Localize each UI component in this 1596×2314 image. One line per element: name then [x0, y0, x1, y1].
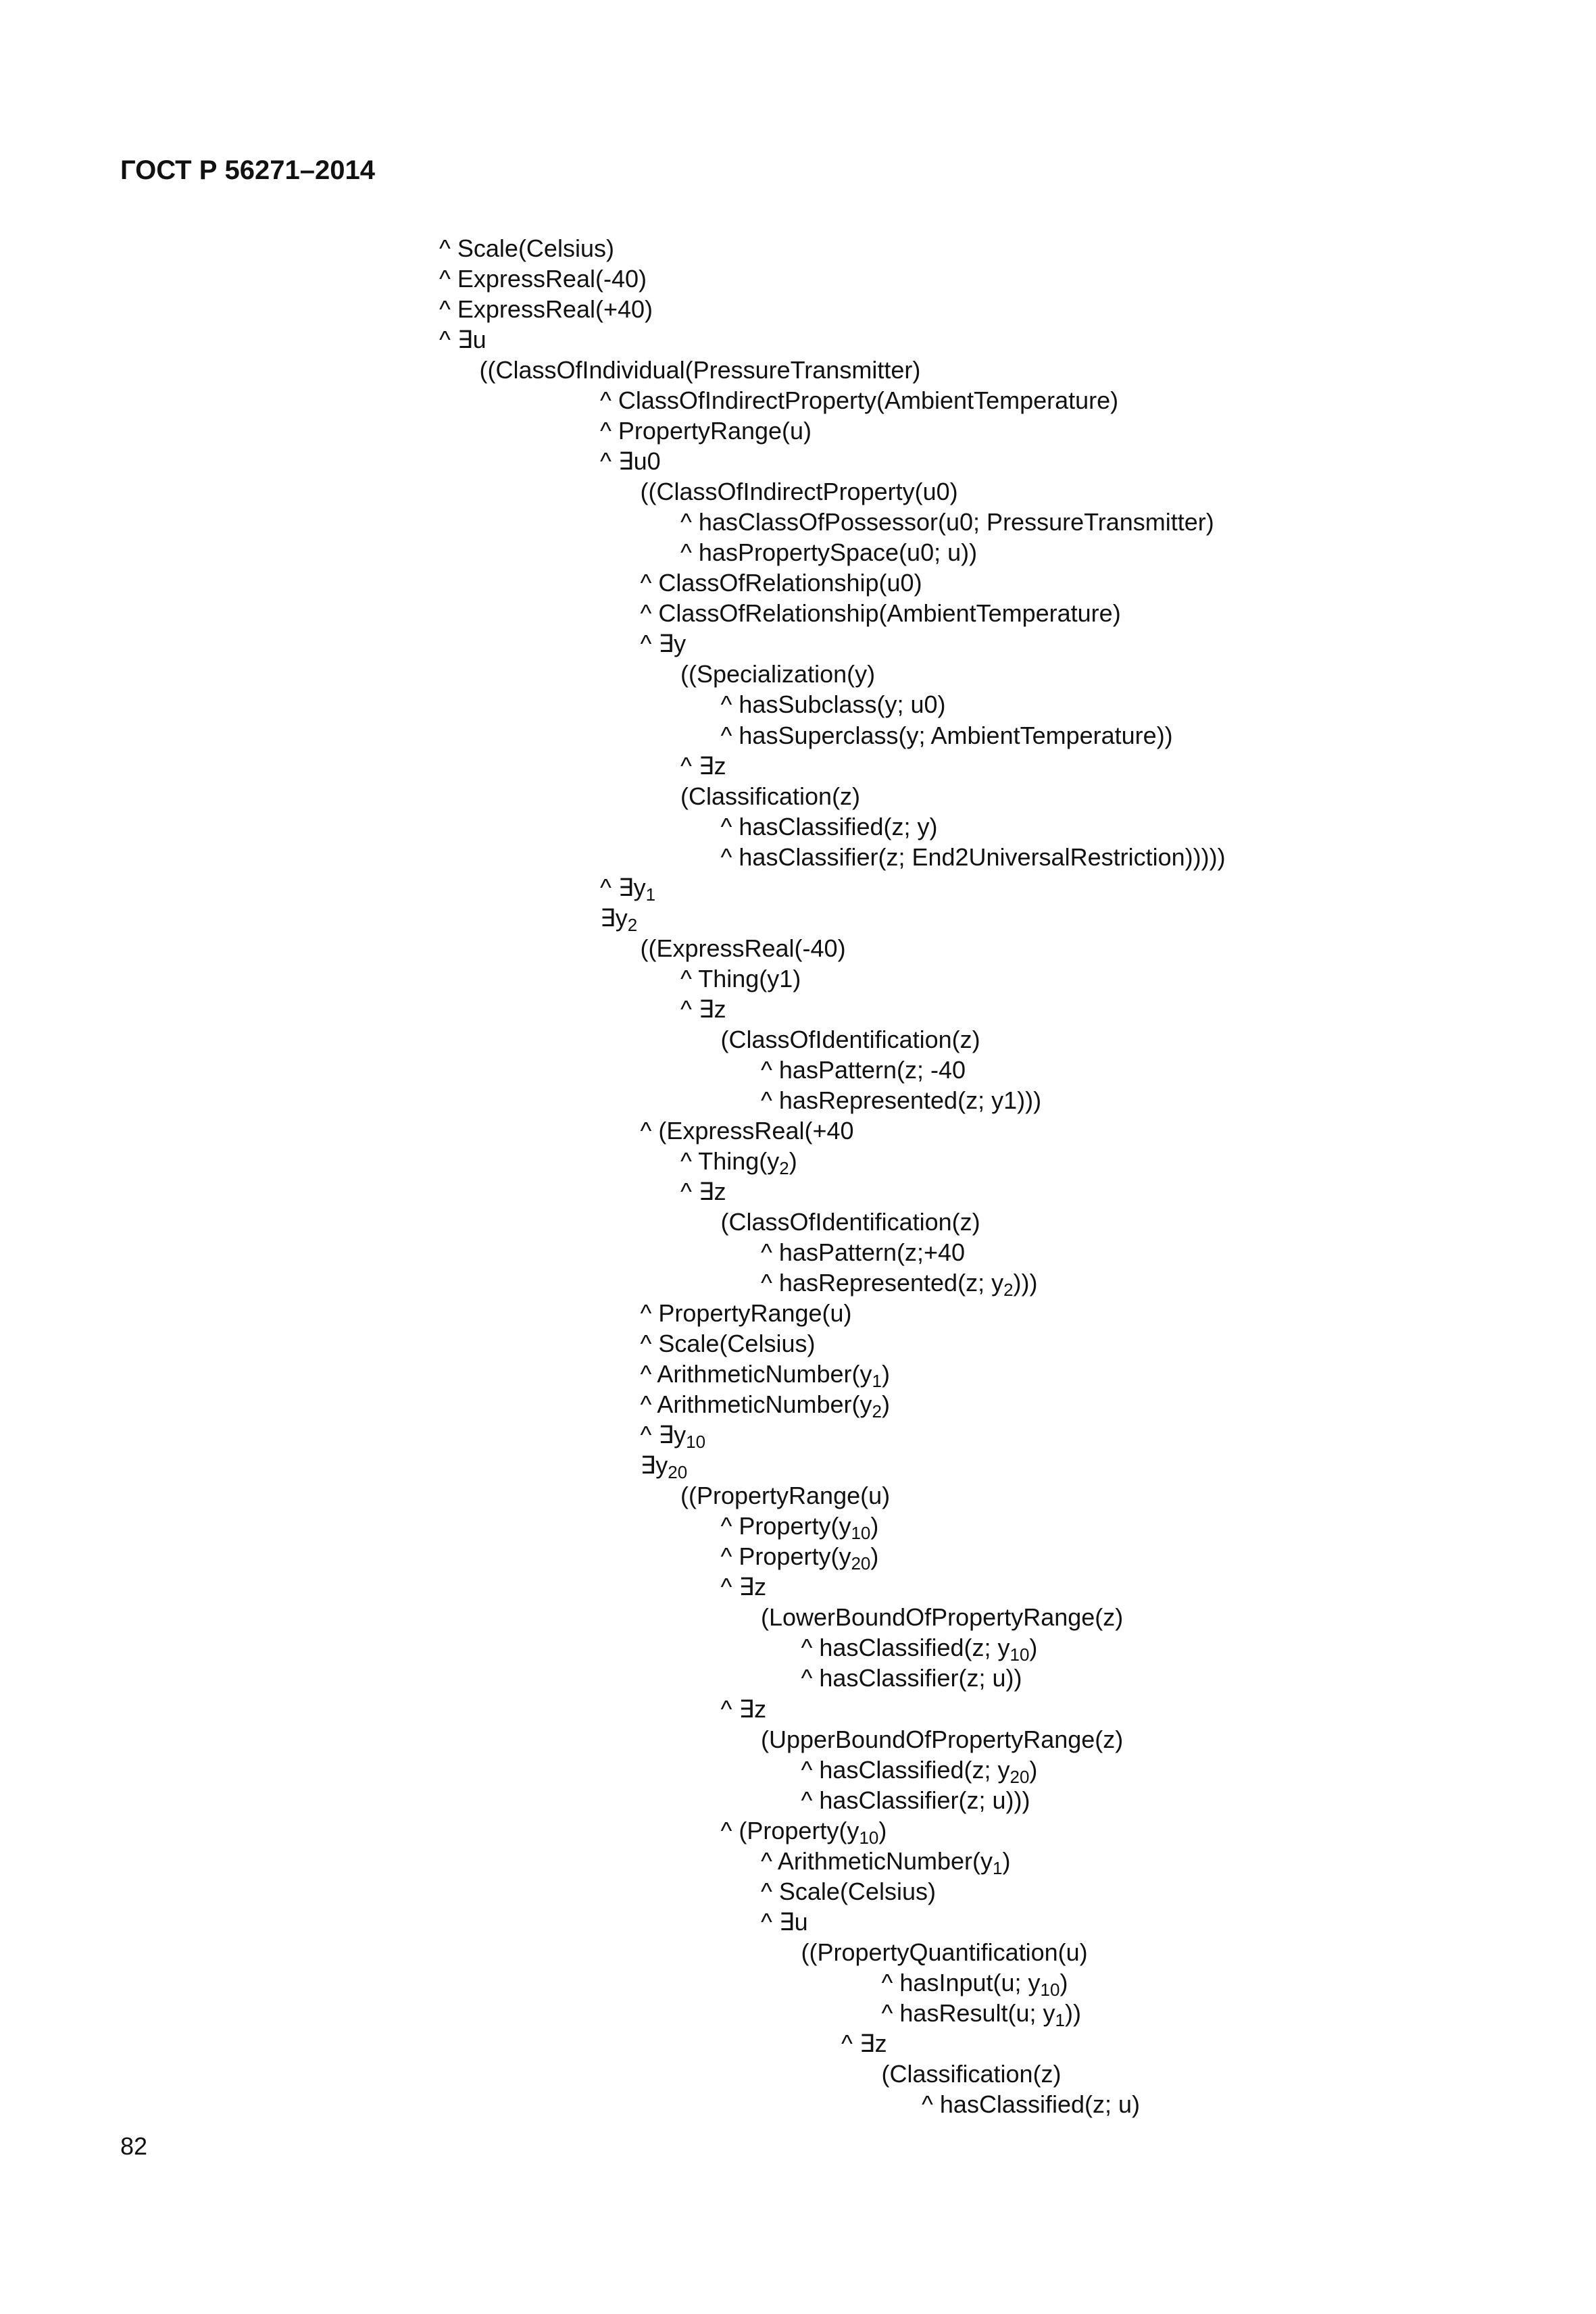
formula-line: [0, 781, 1596, 811]
formula-text-segment: ^ ExpressReal(-40): [439, 265, 647, 293]
formula-text-segment: ): [878, 1816, 887, 1844]
formula-line-text: [761, 1055, 966, 1085]
formula-subscript: 20: [851, 1553, 871, 1574]
formula-line: [0, 1663, 1596, 1693]
formula-text-segment: ^ Scale(Celsius): [640, 1330, 816, 1358]
formula-line: [0, 1024, 1596, 1055]
formula-line-text: [761, 1267, 1038, 1301]
formula-line-text: [680, 537, 977, 568]
formula-line: [0, 1480, 1596, 1511]
formula-line: [0, 1267, 1596, 1301]
formula-text-segment: ))): [1013, 1269, 1038, 1297]
formula-line: [0, 1176, 1596, 1207]
formula-text-segment: ^ hasSuperclass(y; AmbientTemperature)): [720, 721, 1173, 749]
formula-line-text: [680, 751, 726, 781]
formula-subscript: 20: [668, 1462, 688, 1483]
formula-text-segment: ^ hasInput(u; y: [881, 1968, 1041, 1996]
formula-text-segment: ^ ∃z: [720, 1573, 767, 1601]
formula-text-segment: ^ ArithmeticNumber(y: [640, 1390, 872, 1419]
formula-line: [0, 659, 1596, 689]
formula-line-text: [801, 1663, 1022, 1693]
formula-line-text: [680, 1480, 890, 1511]
formula-text-segment: ^ hasPattern(z; -40: [761, 1055, 966, 1084]
formula-line: [0, 385, 1596, 416]
formula-line: [0, 355, 1596, 385]
formula-line: [0, 1907, 1596, 1937]
formula-line-text: [680, 781, 860, 811]
formula-line-text: [680, 659, 875, 689]
formula-line: [0, 2028, 1596, 2059]
formula-line: [0, 233, 1596, 263]
formula-line-text: [680, 1146, 797, 1176]
formula-line: [0, 1115, 1596, 1146]
formula-line: [0, 994, 1596, 1024]
formula-text-segment: ^ PropertyRange(u): [600, 417, 812, 445]
formula-text-segment: ^ Property(y: [720, 1512, 851, 1540]
formula-text-segment: (LowerBoundOfPropertyRange(z): [761, 1603, 1124, 1632]
formula-subscript: 2: [627, 914, 638, 935]
formula-text-segment: ^ ClassOfRelationship(u0): [640, 569, 922, 597]
formula-text-segment: ^ ∃y: [600, 873, 646, 901]
formula-line-text: [641, 1328, 816, 1359]
formula-text-segment: ^ ∃y: [640, 1421, 687, 1449]
formula-line: [0, 294, 1596, 324]
formula-subscript: 1: [992, 1857, 1003, 1878]
formula-line: [0, 903, 1596, 933]
formula-line-text: [439, 263, 647, 294]
formula-text-segment: ): [1059, 1968, 1068, 1996]
formula-line-text: [600, 446, 661, 476]
formula-text-segment: ^ ∃y: [640, 630, 687, 658]
formula-text-segment: ^ hasClassifier(z; u)): [801, 1664, 1022, 1692]
formula-line: [0, 1724, 1596, 1755]
formula-text-segment: ^ Scale(Celsius): [439, 234, 614, 262]
formula-line-text: [721, 689, 946, 720]
formula-line-text: [721, 811, 938, 842]
formula-line: [0, 689, 1596, 720]
formula-text-segment: ^ hasClassified(z; y: [801, 1634, 1010, 1662]
formula-subscript: 10: [851, 1523, 871, 1544]
formula-line: [0, 1359, 1596, 1392]
formula-line-text: [801, 1632, 1038, 1663]
formula-text-segment: ^ ∃z: [680, 751, 726, 780]
formula-text-segment: ): [881, 1360, 890, 1388]
formula-line-text: [680, 994, 726, 1024]
formula-line-text: [680, 963, 801, 994]
formula-line-text: [720, 1541, 879, 1574]
formula-line-text: [640, 1389, 890, 1422]
formula-line-text: [439, 324, 487, 355]
formula-line-text: [761, 1085, 1041, 1115]
formula-line: [0, 872, 1596, 903]
formula-text-segment: (Classification(z): [680, 782, 861, 810]
formula-line: [0, 1207, 1596, 1237]
formula-text-segment: ^ ClassOfRelationship(AmbientTemperature): [640, 599, 1121, 628]
formula-line-text: [721, 720, 1173, 751]
formula-text-segment: ^ ∃u0: [600, 447, 661, 476]
formula-line: [0, 1419, 1596, 1453]
formula-line: [0, 628, 1596, 659]
formula-subscript: 2: [1003, 1280, 1014, 1301]
formula-line: [0, 1450, 1596, 1483]
formula-line-text: [641, 476, 958, 507]
formula-text-segment: ^ hasPropertySpace(u0; u)): [680, 538, 978, 567]
formula-line: [0, 1602, 1596, 1632]
formula-text-segment: ): [881, 1390, 890, 1419]
formula-subscript: 1: [872, 1371, 882, 1392]
formula-text-segment: ^ hasClassifier(z; End2UniversalRestriction))))): [720, 842, 1226, 871]
formula-subscript: 10: [686, 1432, 706, 1453]
formula-text-segment: ^ hasSubclass(y; u0): [720, 690, 946, 719]
formula-line-text: [439, 233, 614, 263]
formula-line-text: [680, 507, 1214, 537]
formula-text-segment: ): [1029, 1634, 1038, 1662]
formula-text-segment: ^ ∃z: [680, 995, 726, 1023]
formula-line-text: [801, 1785, 1030, 1815]
formula-line: [0, 568, 1596, 598]
formula-line: [0, 933, 1596, 963]
formula-line: [0, 842, 1596, 872]
formula-line-text: [721, 1694, 767, 1724]
formula-line: [0, 1876, 1596, 1907]
formula-line: [0, 1937, 1596, 1967]
formula-text-segment: ^ ClassOfIndirectProperty(AmbientTemperature): [600, 386, 1119, 415]
formula-line: [0, 1632, 1596, 1663]
formula-text-segment: ): [870, 1512, 879, 1540]
formula-line: [0, 2089, 1596, 2119]
formula-line-text: [641, 1298, 852, 1328]
formula-line: [0, 1846, 1596, 1876]
formula-line-text: [640, 1359, 890, 1392]
formula-line: [0, 1785, 1596, 1815]
formula-line: [0, 1055, 1596, 1085]
formula-subscript: 1: [645, 884, 656, 905]
formula-line: [0, 537, 1596, 568]
formula-text-segment: ^ hasClassified(z; y: [801, 1755, 1010, 1784]
formula-line: [0, 1146, 1596, 1176]
formula-text-segment: (Classification(z): [881, 2059, 1062, 2088]
formula-text-segment: ^ ArithmeticNumber(y: [761, 1846, 993, 1875]
formula-text-segment: ^ hasClassOfPossessor(u0; PressureTransmitter): [680, 508, 1214, 536]
formula-text-segment: ^ hasRepresented(z; y1))): [761, 1086, 1042, 1114]
formula-line-text: [600, 872, 655, 903]
formula-line-text: [641, 628, 687, 659]
formula-line: [0, 1085, 1596, 1115]
formula-line-text: [641, 598, 1121, 628]
formula-text-segment: ^ Scale(Celsius): [761, 1877, 936, 1905]
formula-line-text: [640, 1450, 688, 1483]
formula-subscript: 2: [872, 1401, 882, 1422]
formula-text-segment: ∃y: [640, 1451, 668, 1480]
formula-line-text: [721, 1207, 980, 1237]
formula-text-segment: ^ ArithmeticNumber(y: [640, 1360, 872, 1388]
formula-text-segment: (UpperBoundOfPropertyRange(z): [761, 1725, 1124, 1753]
formula-line-text: [600, 903, 637, 933]
formula-text-segment: ^ ∃u: [439, 326, 487, 354]
formula-text-segment: ^ (ExpressReal(+40: [640, 1116, 854, 1145]
formula-line: [0, 416, 1596, 446]
formula-line-text: [721, 842, 1226, 872]
formula-text-segment: ((ExpressReal(-40): [640, 934, 846, 962]
formula-text-segment: )): [1064, 1998, 1081, 2027]
formula-text-segment: ^ ∃u: [761, 1907, 808, 1936]
formula-line: [0, 1998, 1596, 2028]
formula-line-text: [641, 568, 922, 598]
formula-text-segment: ): [1002, 1846, 1011, 1875]
formula-line: [0, 1967, 1596, 1998]
formula-line: [0, 1511, 1596, 1544]
formula-line-text: [882, 2059, 1062, 2089]
formula-line-text: [600, 416, 812, 446]
formula-line-text: [761, 1602, 1123, 1632]
formula-line-text: [841, 2028, 887, 2059]
formula-line-text: [761, 1846, 1010, 1876]
formula-line: [0, 1298, 1596, 1328]
formula-line-text: [801, 1937, 1088, 1967]
formula-text-segment: (ClassOfIdentification(z): [720, 1025, 980, 1053]
formula-line: [0, 811, 1596, 842]
formula-text-segment: ^ ∃z: [720, 1694, 767, 1723]
formula-line: [0, 751, 1596, 781]
formula-text-segment: ): [789, 1147, 797, 1175]
formula-line-text: [680, 1176, 726, 1207]
formula-line-text: [922, 2089, 1140, 2119]
formula-text-segment: ^ hasRepresented(z; y: [761, 1269, 1004, 1297]
formula-line-text: [801, 1755, 1038, 1785]
formula-line-text: [641, 933, 846, 963]
formula-text-segment: ): [1029, 1755, 1038, 1784]
formula-line: [0, 598, 1596, 628]
logic-formula-block: [0, 233, 1596, 2119]
formula-line: [0, 1237, 1596, 1267]
formula-text-segment: ^ hasClassifier(z; u))): [801, 1786, 1030, 1814]
formula-line-text: [480, 355, 921, 385]
formula-text-segment: ^ ∃z: [680, 1177, 726, 1205]
page-number: 82: [120, 2132, 148, 2160]
formula-line-text: [721, 1815, 887, 1846]
formula-line-text: [640, 1419, 706, 1453]
formula-subscript: 10: [1040, 1979, 1060, 2000]
formula-text-segment: ∃y: [600, 903, 628, 932]
formula-subscript: 10: [859, 1827, 879, 1848]
formula-line-text: [439, 294, 653, 324]
formula-text-segment: ^ PropertyRange(u): [640, 1299, 852, 1328]
formula-line: [0, 1571, 1596, 1602]
formula-line-text: [721, 1024, 980, 1055]
formula-line: [0, 720, 1596, 751]
formula-line-text: [882, 1967, 1068, 1998]
formula-subscript: 10: [1009, 1644, 1030, 1665]
formula-text-segment: ((Specialization(y): [680, 660, 876, 688]
formula-text-segment: ^ ExpressReal(+40): [439, 295, 653, 324]
formula-line: [0, 963, 1596, 994]
formula-line: [0, 1541, 1596, 1574]
formula-line-text: [720, 1511, 879, 1544]
formula-line: [0, 1389, 1596, 1422]
formula-text-segment: ((PropertyQuantification(u): [801, 1938, 1088, 1966]
formula-text-segment: ((ClassOfIndirectProperty(u0): [640, 478, 958, 506]
document-header: ГОСТ Р 56271–2014: [120, 155, 375, 185]
formula-subscript: 20: [1009, 1766, 1030, 1787]
formula-text-segment: (ClassOfIdentification(z): [720, 1208, 980, 1236]
formula-line-text: [600, 385, 1118, 416]
formula-text-segment: ^ hasClassified(z; u): [922, 2090, 1140, 2118]
formula-line-text: [721, 1571, 767, 1602]
formula-line: [0, 476, 1596, 507]
formula-line-text: [641, 1115, 854, 1146]
formula-text-segment: ): [870, 1542, 879, 1571]
formula-line-text: [761, 1907, 808, 1937]
formula-text-segment: ^ (Property(y: [720, 1816, 859, 1844]
formula-text-segment: ^ hasClassified(z; y): [720, 812, 938, 840]
formula-subscript: 2: [779, 1157, 789, 1178]
formula-text-segment: ^ ∃z: [841, 2029, 887, 2057]
formula-line: [0, 446, 1596, 476]
formula-line: [0, 507, 1596, 537]
formula-line-text: [882, 1998, 1081, 2028]
formula-line: [0, 1815, 1596, 1846]
formula-line: [0, 1755, 1596, 1785]
formula-line: [0, 324, 1596, 355]
formula-text-segment: ((PropertyRange(u): [680, 1482, 891, 1510]
formula-line-text: [761, 1876, 936, 1907]
formula-line-text: [761, 1237, 965, 1267]
formula-text-segment: ^ Thing(y: [680, 1147, 780, 1175]
formula-subscript: 1: [1055, 2009, 1065, 2030]
formula-line: [0, 2059, 1596, 2089]
formula-text-segment: ((ClassOfIndividual(PressureTransmitter): [479, 356, 921, 384]
formula-line-text: [761, 1724, 1123, 1755]
formula-line: [0, 1328, 1596, 1359]
formula-line: [0, 263, 1596, 294]
formula-text-segment: ^ hasResult(u; y: [881, 1998, 1055, 2027]
formula-text-segment: ^ Thing(y1): [680, 964, 801, 992]
formula-line: [0, 1694, 1596, 1724]
formula-text-segment: ^ hasPattern(z;+40: [761, 1238, 966, 1267]
formula-text-segment: ^ Property(y: [720, 1542, 851, 1571]
